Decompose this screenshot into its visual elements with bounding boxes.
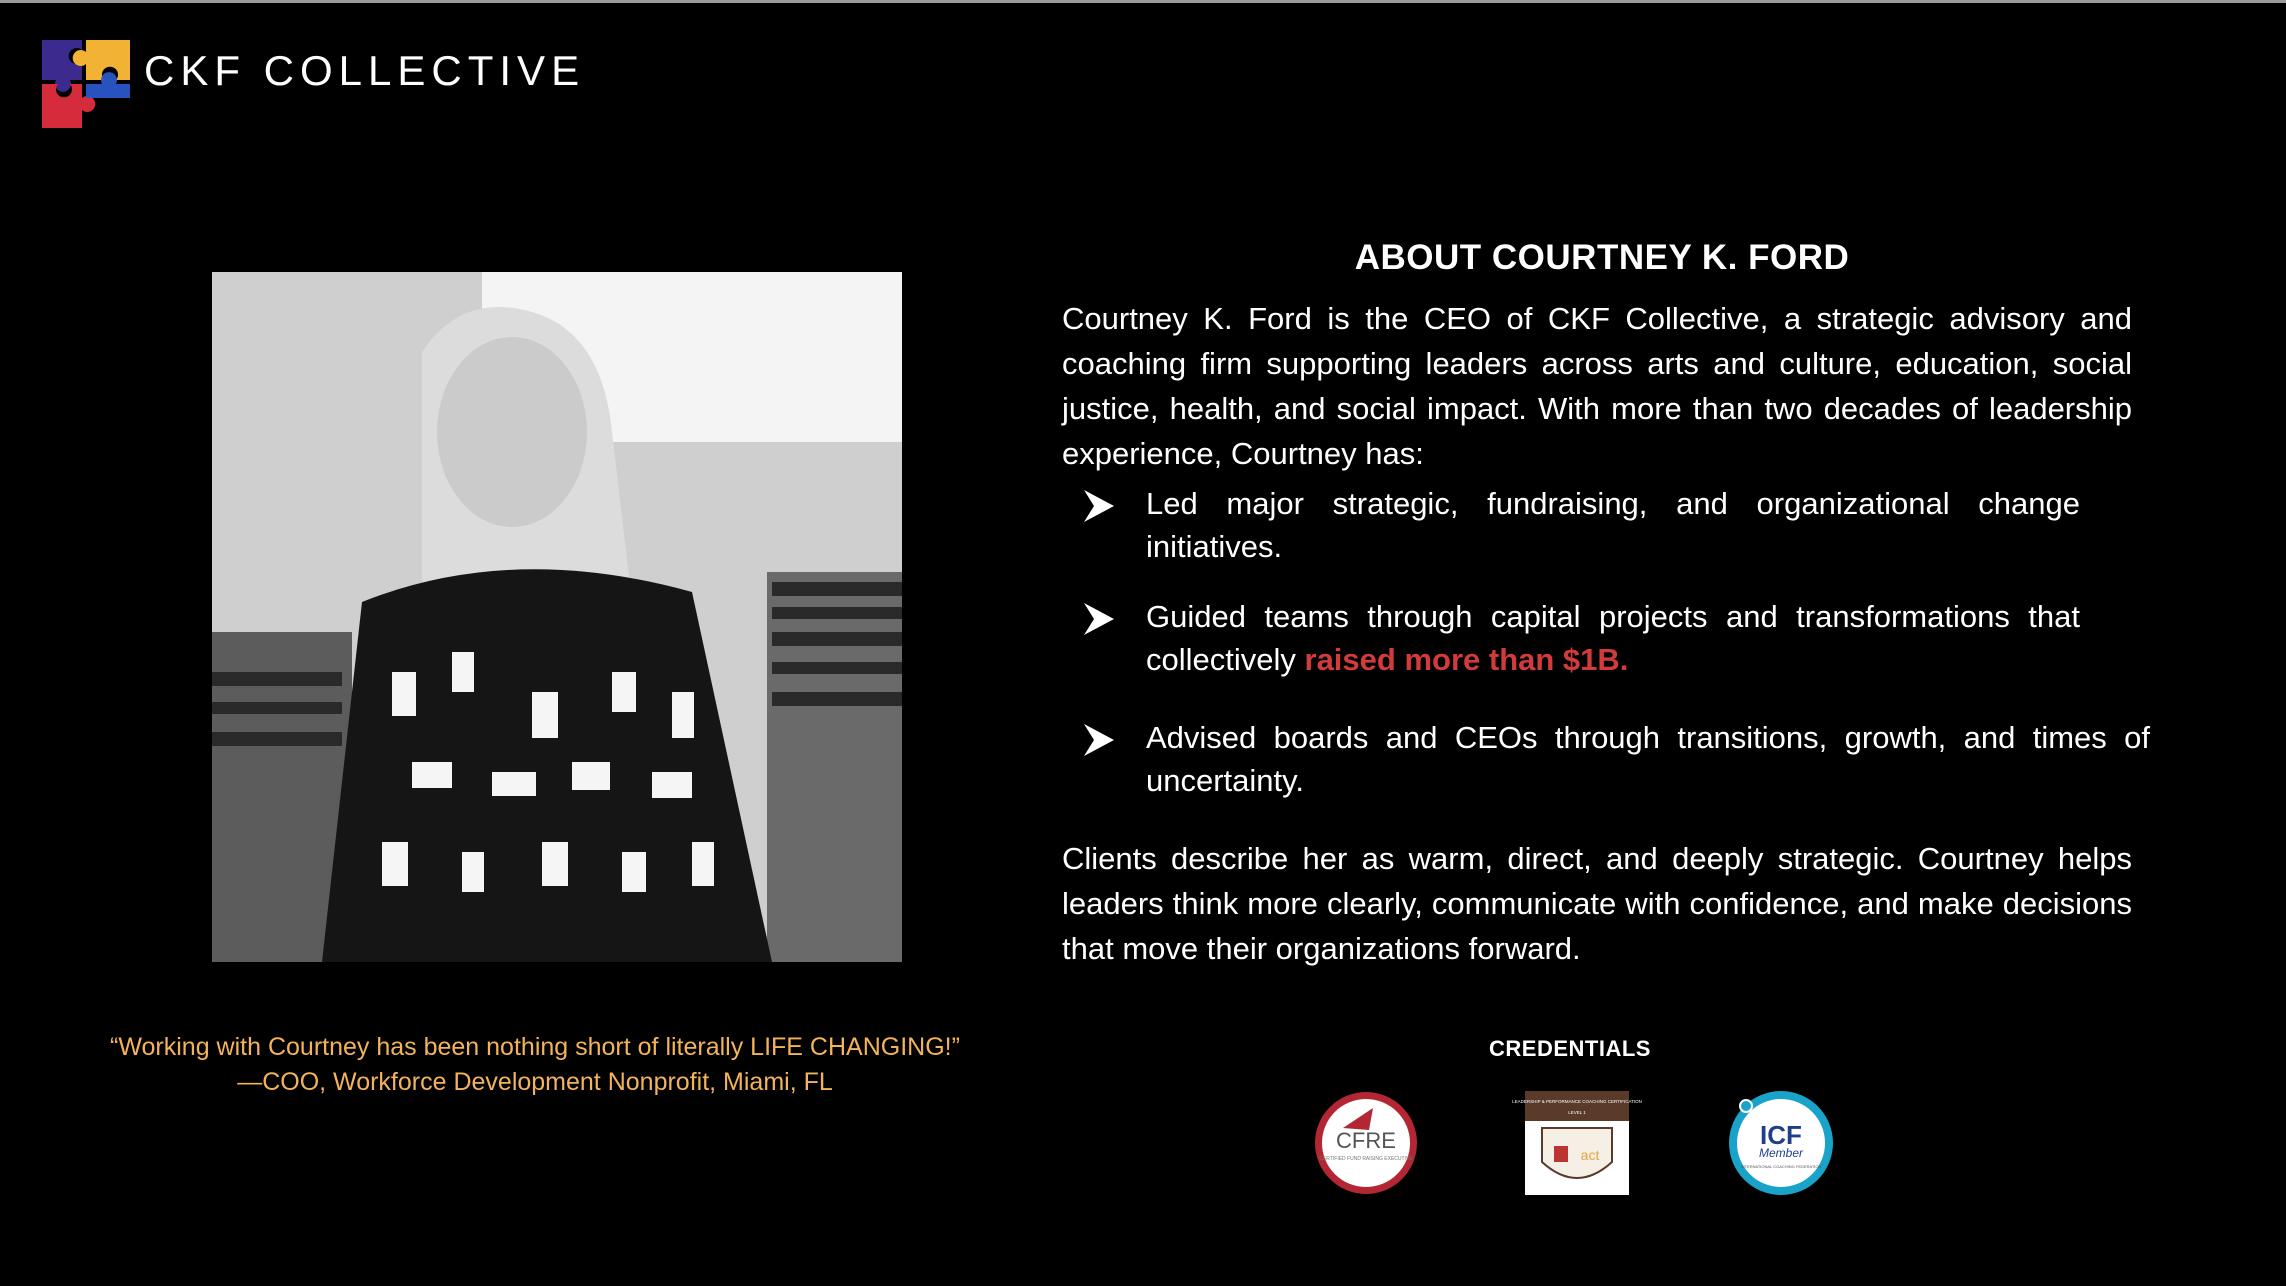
chevron-right-icon (1080, 486, 1120, 526)
puzzle-logo-icon (40, 38, 136, 134)
brand-logo[interactable] (40, 38, 585, 134)
about-outro: Clients describe her as warm, direct, and deeply strategic. Courtney helps leaders think more clearly, communicate with confidence, and make decisions that move their organizations forward. (1062, 841, 2132, 966)
icf-label: ICF (1760, 1120, 1802, 1150)
bullet-text (1146, 595, 2080, 681)
coaching-badge-label: LEADERSHIP & PERFORMANCE COACHING CERTIFICATION (1512, 1099, 1642, 1104)
testimonial-quote (60, 1030, 1010, 1100)
top-divider (0, 0, 2286, 3)
icf-member-badge-icon[interactable] (1728, 1090, 1834, 1196)
icf-fine: INTERNATIONAL COACHING FEDERATION (1740, 1164, 1822, 1169)
bullet-item (1080, 716, 2150, 802)
quote-attribution: —COO, Workforce Development Nonprofit, Miami, FL (237, 1068, 833, 1096)
bullet-text: Advised boards and CEOs through transitions, growth, and times of uncertainty. (1146, 720, 2150, 798)
about-intro: Courtney K. Ford is the CEO of CKF Collective, a strategic advisory and coaching firm supporting leaders across arts and culture, education, social justice, health, and social impact. With more than two decades of leadership experience, Courtney has: (1062, 301, 2132, 471)
about-title: ABOUT COURTNEY K. FORD (1354, 238, 1850, 277)
cfre-sub: CERTIFIED FUND RAISING EXECUTIVE (1319, 1156, 1413, 1162)
cfre-badge-icon[interactable] (1313, 1090, 1419, 1196)
coaching-badge-mark: act (1580, 1147, 1600, 1163)
coaching-badge-sub: LEVEL 1 (1568, 1110, 1586, 1115)
icf-sub: Member (1758, 1146, 1804, 1160)
quote-text: “Working with Courtney has been nothing short of literally LIFE CHANGING!” (110, 1033, 960, 1061)
brand-name: CKF COLLECTIVE (144, 47, 586, 94)
portrait-photo (212, 272, 902, 962)
chevron-right-icon (1080, 720, 1120, 760)
bullet-text-main: Guided teams through capital projects and transformations that collectively (1146, 599, 2080, 677)
bullet-item (1080, 482, 2080, 568)
coaching-certification-badge-icon[interactable] (1512, 1090, 1642, 1196)
credentials-title: CREDENTIALS (1489, 1036, 1651, 1061)
cfre-label: CFRE (1336, 1128, 1396, 1153)
bullet-highlight: raised more than $1B. (1304, 642, 1629, 677)
chevron-right-icon (1080, 599, 1120, 639)
bullet-item (1080, 595, 2080, 681)
bullet-text: Led major strategic, fundraising, and organizational change initiatives. (1146, 486, 2080, 564)
